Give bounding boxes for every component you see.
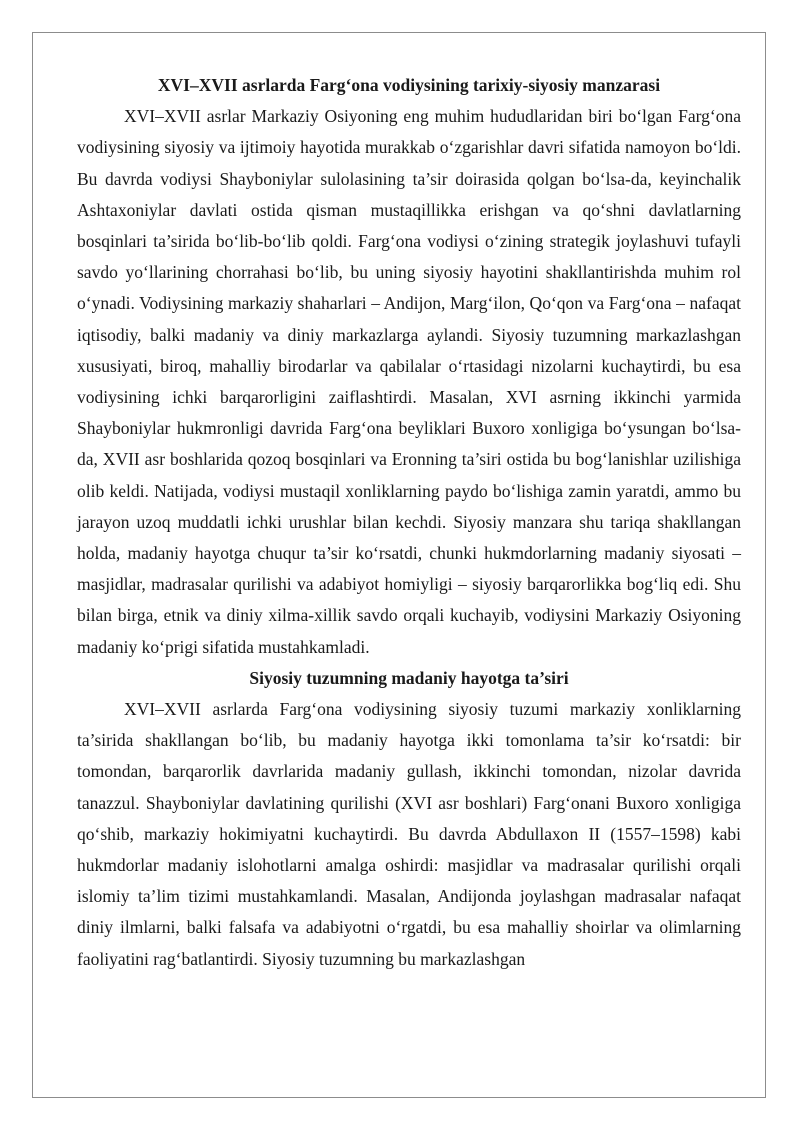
section-heading-cultural-impact: Siyosiy tuzumning madaniy hayotga ta’siri [249, 667, 569, 688]
section-heading-political-landscape: XVI–XVII asrlarda Farg‘ona vodiysining tarixiy-siyosiy manzarasi [157, 75, 661, 95]
paragraph-cultural-impact: XVI–XVII asrlarda Farg‘ona vodiysining siyosiy tuzumi markaziy xonliklarning ta’sirida shakllangan bo‘lib, bu madaniy hayotga ikki tomonlama ta’sir ko‘rsatdi: bir tomondan, barqarorlik davrlarida madaniy gullash, ikkinchi tomondan, nizolar davrida tanazzul. Shayboniylar davlatining qurilishi (XVI asr boshlari) Farg‘onani Buxoro xonligiga qo‘shib, markaziy hokimiyatni kuchaytirdi. Bu davrda Abdullaxon II (1557–1598) kabi hukmdorlar madaniy islohotlarni amalga oshirdi: masjidlar va madrasalar qurilishi orqali islomiy ta’lim tizimi mustahkamlandi. Masalan, Andijonda joylashgan madrasalar nafaqat diniy ilmlarni, balki falsafa va adabiyotni o‘rgatdi, bu esa mahalliy shoirlar va olimlarning faoliyatini rag‘batlantirdi. Siyosiy tuzumning bu markazlashgan [77, 699, 741, 969]
paragraph-political-landscape: XVI–XVII asrlar Markaziy Osiyoning eng muhim hududlaridan biri bo‘lgan Farg‘ona vodiysining siyosiy va ijtimoiy hayotida murakkab o‘zgarishlar davri sifatida namoyon bo‘ldi. Bu davrda vodiysi Shayboniylar sulolasining ta’sir doirasida qolgan bo‘lsa-da, keyinchalik Ashtaxoniylar davlati ostida qisman mustaqillikka erishgan va qo‘shni davlatlarning bosqinlari ta’sirida bo‘lib-bo‘lib qoldi. Farg‘ona vodiysi o‘zining strategik joylashuvi tufayli savdo yo‘llarining chorrahasi bo‘lib, bu uning siyosiy hayotini shakllantirishda muhim rol o‘ynadi. Vodiysining markaziy shaharlari – Andijon, Marg‘ilon, Qo‘qon va Farg‘ona – nafaqat iqtisodiy, balki madaniy va diniy markazlarga aylandi. Siyosiy tuzumning markazlashgan xususiyati, biroq, mahalliy birodarlar va qabilalar o‘rtasidagi nizolarni kuchaytirdi, bu esa vodiysining ichki barqarorligini zaiflashtirdi. Masalan, XVI asrning ikkinchi yarmida Shayboniylar hukmronligi davrida Farg‘ona beyliklari Buxoro xonligiga bo‘ysungan bo‘lsa-da, XVII asr boshlarida qozoq bosqinlari va Eronning ta’siri ostida bu bog‘lanishlar uzilishiga olib keldi. Natijada, vodiysi mustaqil xonliklarning paydo bo‘lishiga zamin yaratdi, ammo bu jarayon uzoq muddatli ichki urushlar bilan kechdi. Siyosiy manzara shu tariqa shakllangan holda, madaniy hayotga chuqur ta’sir ko‘rsatdi, chunki hukmdorlarning madaniy siyosati – masjidlar, madrasalar qurilishi va adabiyot homiyligi – siyosiy barqarorlikka bog‘liq edi. Shu bilan birga, etnik va diniy xilma-xillik savdo orqali kuchayib, vodiysini Markaziy Osiyoning madaniy ko‘prigi sifatida mustahkamladi. [77, 106, 741, 657]
document-body [77, 70, 741, 975]
